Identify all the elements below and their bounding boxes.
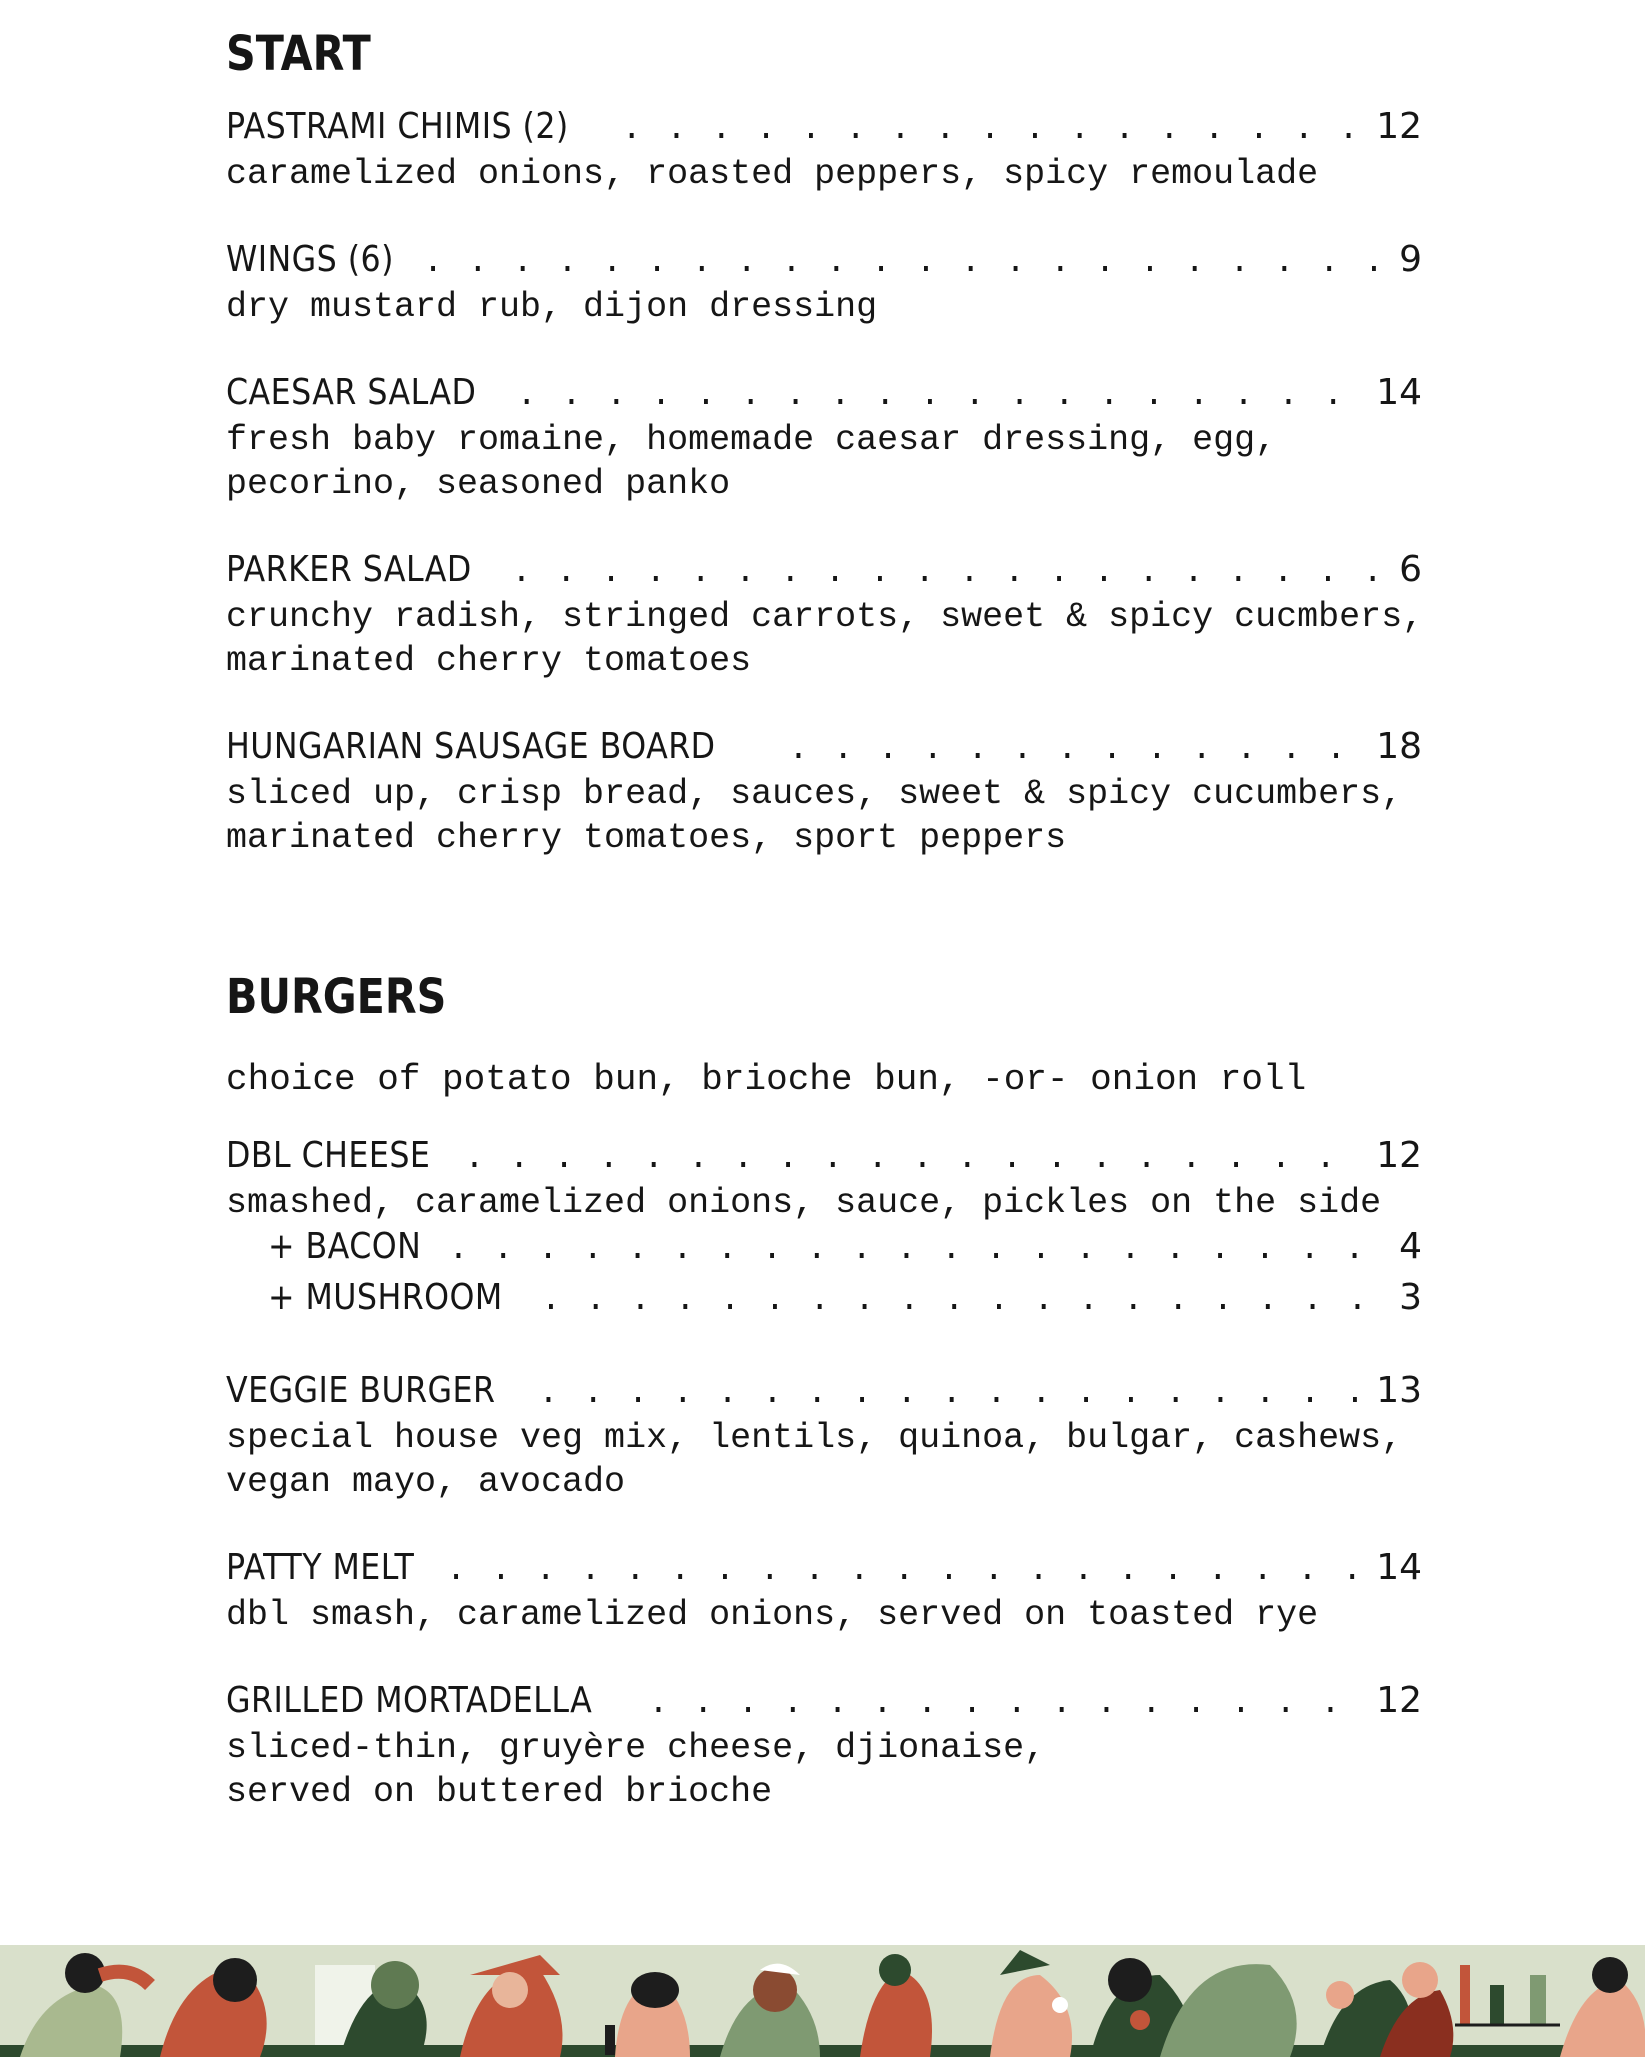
item-price: 18	[1376, 726, 1422, 767]
dot-leader	[511, 551, 1389, 595]
addon-price: 3	[1399, 1277, 1422, 1318]
item-description: caramelized onions, roasted peppers, spicy remoulade	[226, 154, 1319, 194]
item-description: fresh baby romaine, homemade caesar dressing, egg,	[226, 420, 1277, 460]
dot-leader	[538, 1372, 1366, 1416]
menu-item-hungarian-sausage-board	[226, 725, 1422, 860]
menu-item-caesar-salad	[226, 371, 1422, 506]
dot-leader	[423, 241, 1389, 285]
dot-leader	[517, 374, 1367, 418]
item-description: dbl smash, caramelized onions, served on toasted rye	[226, 1595, 1319, 1635]
item-price: 13	[1376, 1370, 1422, 1411]
item-price: 12	[1376, 1135, 1422, 1176]
addon-price: 4	[1399, 1226, 1422, 1267]
dot-leader	[621, 108, 1366, 152]
item-description: pecorino, seasoned panko	[226, 464, 731, 504]
item-description: special house veg mix, lentils, quinoa, bulgar, cashews,	[226, 1418, 1403, 1458]
item-price: 12	[1376, 106, 1422, 147]
item-name: HUNGARIAN SAUSAGE BOARD	[226, 726, 716, 767]
section-title-burgers: BURGERS	[226, 969, 447, 1025]
item-description: crunchy radish, stringed carrots, sweet & spicy cucmbers,	[226, 597, 1424, 637]
section-intro: choice of potato bun, brioche bun, -or- onion roll	[226, 1059, 1307, 1100]
dot-leader	[541, 1280, 1389, 1323]
item-name: WINGS (6)	[226, 239, 394, 280]
addon-bacon	[226, 1225, 1422, 1276]
item-price: 6	[1399, 549, 1422, 590]
section-title-start: START	[226, 26, 371, 82]
item-name: CAESAR SALAD	[226, 372, 477, 413]
item-price: 12	[1376, 1680, 1422, 1721]
item-description: sliced-thin, gruyère cheese, djionaise,	[226, 1728, 1046, 1768]
dot-leader	[464, 1137, 1366, 1181]
item-price: 14	[1376, 1547, 1422, 1588]
menu-item-patty-melt	[226, 1546, 1422, 1637]
item-name: DBL CHEESE	[226, 1135, 431, 1176]
diners-illustration	[0, 1945, 1645, 2057]
item-description: vegan mayo, avocado	[226, 1462, 626, 1502]
dot-leader	[446, 1549, 1366, 1593]
item-name: GRILLED MORTADELLA	[226, 1680, 593, 1721]
dot-leader	[788, 728, 1366, 772]
addon-name: + BACON	[268, 1226, 422, 1267]
item-name: PATTY MELT	[226, 1547, 415, 1588]
footer-illustration-band	[0, 1945, 1645, 2057]
addon-name: + MUSHROOM	[268, 1277, 503, 1318]
menu-item-dbl-cheese	[226, 1134, 1422, 1327]
item-description: sliced up, crisp bread, sauces, sweet & spicy cucumbers,	[226, 774, 1403, 814]
dot-leader	[448, 1229, 1389, 1272]
menu-item-pastrami-chimis	[226, 105, 1422, 196]
item-description: marinated cherry tomatoes	[226, 641, 752, 681]
menu-item-wings	[226, 238, 1422, 329]
dot-leader	[648, 1682, 1366, 1726]
item-name: PASTRAMI CHIMIS (2)	[226, 106, 569, 147]
item-description: dry mustard rub, dijon dressing	[226, 287, 878, 327]
menu	[226, 0, 1422, 1856]
menu-item-parker-salad	[226, 548, 1422, 683]
menu-item-veggie-burger	[226, 1369, 1422, 1504]
item-price: 9	[1399, 239, 1422, 280]
item-description: smashed, caramelized onions, sauce, pickles on the side	[226, 1183, 1382, 1223]
item-name: VEGGIE BURGER	[226, 1370, 496, 1411]
item-price: 14	[1376, 372, 1422, 413]
item-description: marinated cherry tomatoes, sport peppers	[226, 818, 1067, 858]
addon-mushroom	[226, 1276, 1422, 1327]
item-description: served on buttered brioche	[226, 1772, 773, 1812]
menu-item-grilled-mortadella	[226, 1679, 1422, 1814]
item-name: PARKER SALAD	[226, 549, 472, 590]
